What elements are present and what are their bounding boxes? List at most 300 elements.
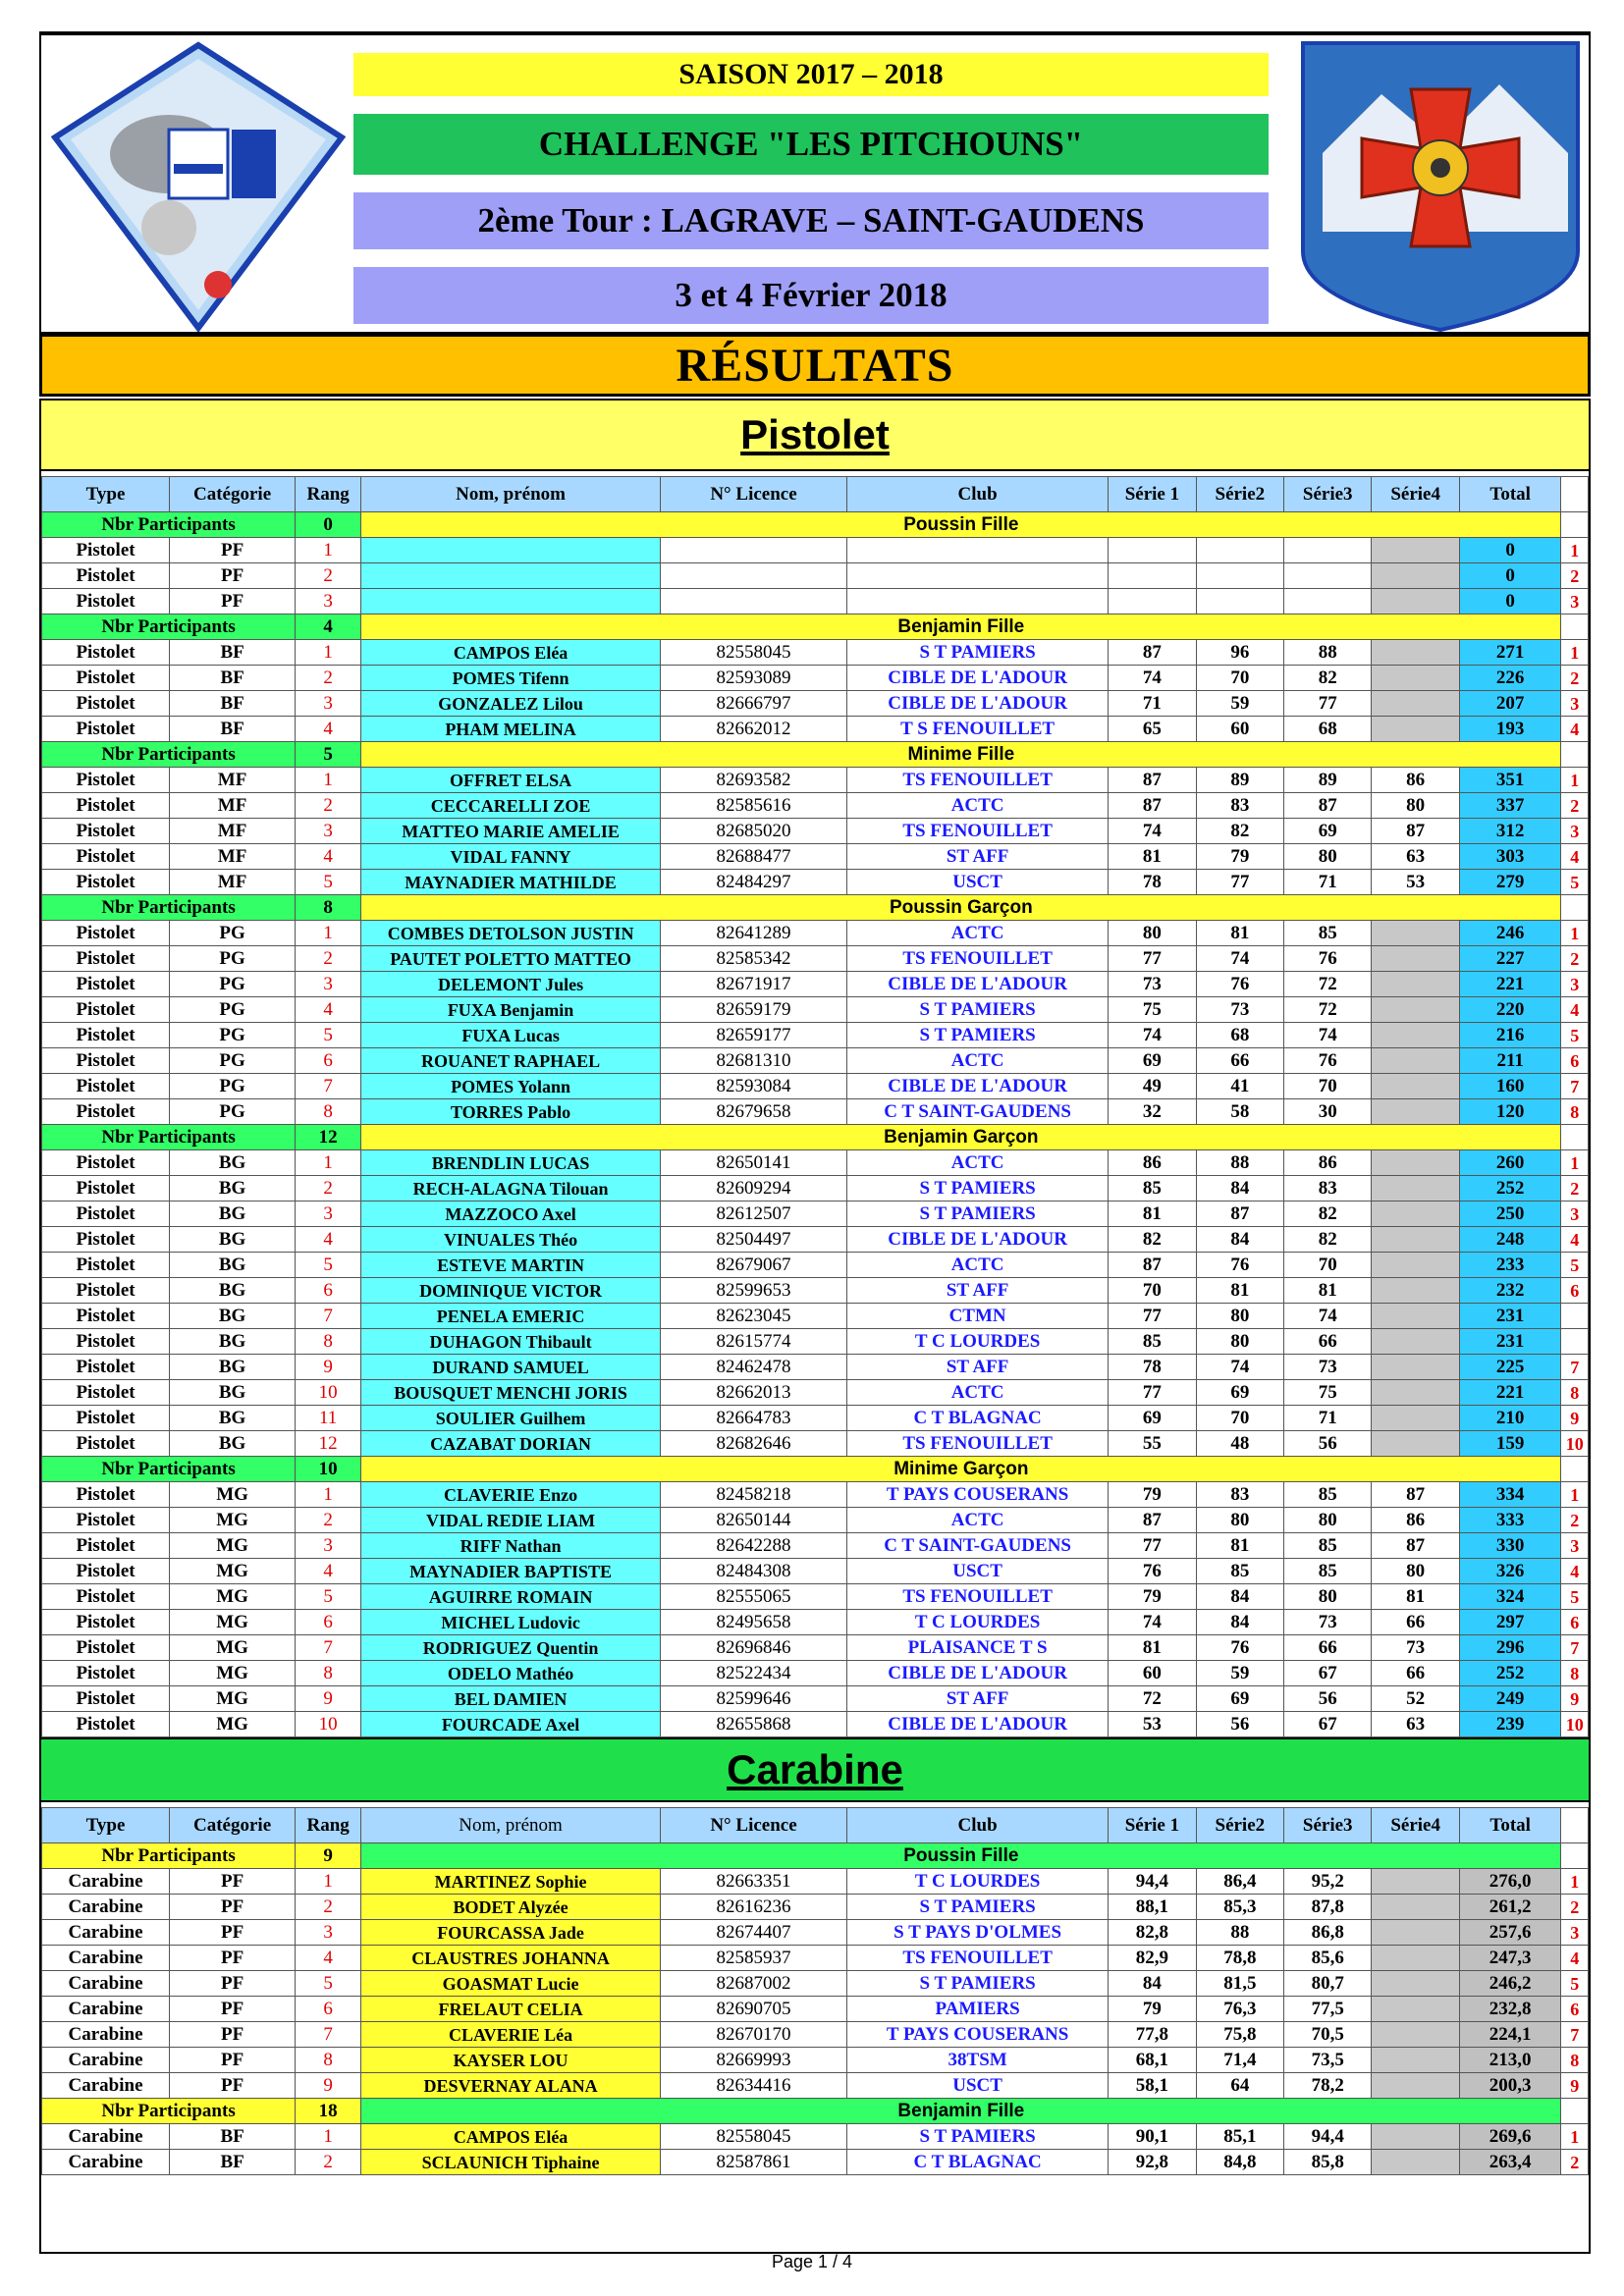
table-row [42, 563, 1589, 589]
serie4-cell [1372, 972, 1459, 997]
name-cell: SCLAUNICH Tiphaine [361, 2150, 661, 2175]
club-cell: ACTC [847, 1380, 1109, 1406]
category-name: Benjamin Garçon [361, 1125, 1561, 1150]
category-cell: PG [170, 1074, 296, 1099]
name-cell: VINUALES Théo [361, 1227, 661, 1253]
licence-cell: 82663351 [660, 1869, 846, 1895]
total-cell: 279 [1459, 870, 1561, 895]
name-cell: TORRES Pablo [361, 1099, 661, 1125]
name-cell: RECH-ALAGNA Tilouan [361, 1176, 661, 1201]
table-row [42, 1227, 1589, 1253]
type-cell: Carabine [42, 2073, 170, 2099]
rank-cell: 1 [296, 1869, 361, 1895]
serie3-cell: 87,8 [1284, 1895, 1372, 1920]
column-header: Nom, prénom [361, 1808, 661, 1843]
club-cell: S T PAMIERS [847, 997, 1109, 1023]
club-cell: S T PAMIERS [847, 1895, 1109, 1920]
total-cell: 248 [1459, 1227, 1561, 1253]
serie4-cell [1372, 2124, 1459, 2150]
rank-cell: 5 [296, 1971, 361, 1997]
table-row [42, 1559, 1589, 1584]
serie3-cell: 76 [1284, 1048, 1372, 1074]
name-cell: BOUSQUET MENCHI JORIS [361, 1380, 661, 1406]
serie3-cell: 85,6 [1284, 1946, 1372, 1971]
category-pad [1561, 2099, 1589, 2124]
rank-cell: 8 [296, 1099, 361, 1125]
serie1-cell: 87 [1109, 1508, 1196, 1533]
type-cell: Carabine [42, 2150, 170, 2175]
place-cell: 8 [1561, 2048, 1589, 2073]
serie1-cell: 65 [1109, 717, 1196, 742]
serie1-cell: 82,9 [1109, 1946, 1196, 1971]
serie1-cell: 72 [1109, 1686, 1196, 1712]
serie4-cell [1372, 1227, 1459, 1253]
serie2-cell: 88 [1196, 1150, 1283, 1176]
club-cell: S T PAMIERS [847, 1971, 1109, 1997]
type-cell: Carabine [42, 1971, 170, 1997]
rank-cell: 9 [296, 1686, 361, 1712]
name-cell [361, 563, 661, 589]
total-cell: 333 [1459, 1508, 1561, 1533]
place-cell: 5 [1561, 1971, 1589, 1997]
type-cell: Pistolet [42, 1048, 170, 1074]
table-row [42, 870, 1589, 895]
column-header: Série4 [1372, 1808, 1459, 1843]
name-cell: GOASMAT Lucie [361, 1971, 661, 1997]
serie3-cell: 83 [1284, 1176, 1372, 1201]
rank-cell: 6 [296, 1610, 361, 1635]
table-row [42, 972, 1589, 997]
rank-cell: 3 [296, 1533, 361, 1559]
table-row [42, 1074, 1589, 1099]
total-cell: 226 [1459, 666, 1561, 691]
licence-cell: 82674407 [660, 1920, 846, 1946]
serie2-cell: 58 [1196, 1099, 1283, 1125]
licence-cell: 82690705 [660, 1997, 846, 2022]
name-cell: DURAND SAMUEL [361, 1355, 661, 1380]
place-cell: 7 [1561, 1074, 1589, 1099]
name-cell: MAYNADIER MATHILDE [361, 870, 661, 895]
column-header: Type [42, 1808, 170, 1843]
club-cell: S T PAYS D'OLMES [847, 1920, 1109, 1946]
licence-cell: 82504497 [660, 1227, 846, 1253]
serie3-cell: 30 [1284, 1099, 1372, 1125]
place-cell: 10 [1561, 1712, 1589, 1737]
serie1-cell: 76 [1109, 1559, 1196, 1584]
type-cell: Pistolet [42, 1584, 170, 1610]
table-row [42, 946, 1589, 972]
serie4-cell [1372, 1253, 1459, 1278]
licence-cell: 82650141 [660, 1150, 846, 1176]
table-row [42, 1635, 1589, 1661]
name-cell: MAZZOCO Axel [361, 1201, 661, 1227]
licence-cell: 82682646 [660, 1431, 846, 1457]
serie1-cell: 87 [1109, 640, 1196, 666]
serie4-cell [1372, 538, 1459, 563]
place-cell: 2 [1561, 563, 1589, 589]
table-row [42, 1253, 1589, 1278]
category-cell: MG [170, 1559, 296, 1584]
club-de-tir-saint-gaudens-logo-icon [1293, 35, 1588, 335]
total-cell: 257,6 [1459, 1920, 1561, 1946]
serie2-cell: 70 [1196, 1406, 1283, 1431]
serie2-cell: 76 [1196, 1253, 1283, 1278]
serie1-cell: 68,1 [1109, 2048, 1196, 2073]
participants-label: Nbr Participants [42, 614, 296, 640]
serie4-cell [1372, 1946, 1459, 1971]
name-cell: FUXA Benjamin [361, 997, 661, 1023]
rank-cell: 4 [296, 1227, 361, 1253]
place-cell: 3 [1561, 1533, 1589, 1559]
rank-cell: 1 [296, 768, 361, 793]
category-group-row [42, 614, 1589, 640]
place-cell: 4 [1561, 1946, 1589, 1971]
serie3-cell: 86,8 [1284, 1920, 1372, 1946]
serie1-cell: 90,1 [1109, 2124, 1196, 2150]
category-group-row [42, 1457, 1589, 1482]
total-cell: 224,1 [1459, 2022, 1561, 2048]
serie1-cell: 78 [1109, 1355, 1196, 1380]
rank-cell: 10 [296, 1380, 361, 1406]
club-cell: ACTC [847, 921, 1109, 946]
table-row [42, 1431, 1589, 1457]
type-cell: Pistolet [42, 1329, 170, 1355]
table-header-row [42, 1808, 1589, 1843]
rank-cell: 7 [296, 2022, 361, 2048]
place-cell: 2 [1561, 946, 1589, 972]
total-cell: 296 [1459, 1635, 1561, 1661]
category-cell: PF [170, 2048, 296, 2073]
type-cell: Pistolet [42, 870, 170, 895]
licence-cell: 82662012 [660, 717, 846, 742]
category-cell: PG [170, 972, 296, 997]
licence-cell: 82679658 [660, 1099, 846, 1125]
type-cell: Pistolet [42, 1380, 170, 1406]
serie4-cell [1372, 921, 1459, 946]
club-cell [847, 563, 1109, 589]
club-cell: ST AFF [847, 1355, 1109, 1380]
column-header: N° Licence [660, 1808, 846, 1843]
serie4-cell [1372, 1304, 1459, 1329]
total-cell: 210 [1459, 1406, 1561, 1431]
club-cell: ACTC [847, 1048, 1109, 1074]
rank-cell: 1 [296, 2124, 361, 2150]
club-cell: TS FENOUILLET [847, 1584, 1109, 1610]
column-header: Série 1 [1109, 1808, 1196, 1843]
serie4-cell: 87 [1372, 1533, 1459, 1559]
serie1-cell: 58,1 [1109, 2073, 1196, 2099]
type-cell: Pistolet [42, 972, 170, 997]
rank-cell: 4 [296, 717, 361, 742]
club-cell: C T BLAGNAC [847, 2150, 1109, 2175]
serie2-cell: 86,4 [1196, 1869, 1283, 1895]
name-cell: RIFF Nathan [361, 1533, 661, 1559]
type-cell: Pistolet [42, 1686, 170, 1712]
serie2-cell: 66 [1196, 1048, 1283, 1074]
serie3-cell: 80,7 [1284, 1971, 1372, 1997]
licence-cell: 82484297 [660, 870, 846, 895]
type-cell: Pistolet [42, 793, 170, 819]
club-cell: CIBLE DE L'ADOUR [847, 1227, 1109, 1253]
category-cell: MG [170, 1508, 296, 1533]
serie3-cell: 70 [1284, 1074, 1372, 1099]
category-cell: MF [170, 768, 296, 793]
serie1-cell: 82,8 [1109, 1920, 1196, 1946]
name-cell: SOULIER Guilhem [361, 1406, 661, 1431]
serie4-cell [1372, 2150, 1459, 2175]
serie3-cell: 66 [1284, 1329, 1372, 1355]
serie1-cell: 86 [1109, 1150, 1196, 1176]
serie1-cell: 69 [1109, 1048, 1196, 1074]
total-cell: 324 [1459, 1584, 1561, 1610]
type-cell: Pistolet [42, 1661, 170, 1686]
total-cell: 337 [1459, 793, 1561, 819]
serie3-cell: 77,5 [1284, 1997, 1372, 2022]
place-cell: 4 [1561, 997, 1589, 1023]
rank-cell: 2 [296, 666, 361, 691]
place-cell: 1 [1561, 1869, 1589, 1895]
results-title: RÉSULTATS [39, 334, 1591, 397]
serie4-cell [1372, 1201, 1459, 1227]
rank-cell: 3 [296, 589, 361, 614]
category-cell: PF [170, 538, 296, 563]
licence-cell: 82458218 [660, 1482, 846, 1508]
place-cell: 2 [1561, 1895, 1589, 1920]
column-header: Rang [296, 477, 361, 512]
serie3-cell: 81 [1284, 1278, 1372, 1304]
type-cell: Pistolet [42, 640, 170, 666]
serie1-cell: 77 [1109, 946, 1196, 972]
category-name: Poussin Fille [361, 512, 1561, 538]
rank-cell: 5 [296, 1253, 361, 1278]
participants-label: Nbr Participants [42, 1457, 296, 1482]
licence-cell: 82666797 [660, 691, 846, 717]
serie1-cell: 79 [1109, 1584, 1196, 1610]
place-cell: 9 [1561, 1686, 1589, 1712]
serie1-cell: 74 [1109, 666, 1196, 691]
club-cell: CIBLE DE L'ADOUR [847, 691, 1109, 717]
serie3-cell: 80 [1284, 1584, 1372, 1610]
licence-cell: 82655868 [660, 1712, 846, 1737]
serie2-cell: 74 [1196, 1355, 1283, 1380]
type-cell: Pistolet [42, 768, 170, 793]
results-table-pistolet [41, 476, 1589, 1737]
serie4-cell: 52 [1372, 1686, 1459, 1712]
serie4-cell [1372, 1355, 1459, 1380]
serie2-cell [1196, 563, 1283, 589]
rank-cell: 5 [296, 1023, 361, 1048]
club-cell: TS FENOUILLET [847, 1431, 1109, 1457]
name-cell: PAUTET POLETTO MATTEO [361, 946, 661, 972]
category-group-row [42, 1125, 1589, 1150]
serie1-cell: 87 [1109, 1253, 1196, 1278]
type-cell: Pistolet [42, 1304, 170, 1329]
table-row [42, 589, 1589, 614]
participants-count: 5 [296, 742, 361, 768]
serie3-cell: 67 [1284, 1712, 1372, 1737]
serie4-cell [1372, 2073, 1459, 2099]
table-row [42, 1895, 1589, 1920]
name-cell: FRELAUT CELIA [361, 1997, 661, 2022]
table-row [42, 1946, 1589, 1971]
serie4-cell [1372, 1176, 1459, 1201]
place-cell: 2 [1561, 2150, 1589, 2175]
type-cell: Pistolet [42, 1355, 170, 1380]
total-cell: 297 [1459, 1610, 1561, 1635]
club-cell: S T PAMIERS [847, 1023, 1109, 1048]
serie1-cell: 53 [1109, 1712, 1196, 1737]
serie3-cell: 70,5 [1284, 2022, 1372, 2048]
serie4-cell [1372, 1406, 1459, 1431]
name-cell [361, 538, 661, 563]
name-cell: MAYNADIER BAPTISTE [361, 1559, 661, 1584]
category-cell: MG [170, 1712, 296, 1737]
licence-cell: 82623045 [660, 1304, 846, 1329]
rank-cell: 3 [296, 1201, 361, 1227]
licence-cell: 82679067 [660, 1253, 846, 1278]
serie3-cell: 56 [1284, 1686, 1372, 1712]
club-cell: USCT [847, 2073, 1109, 2099]
table-row [42, 1329, 1589, 1355]
category-cell: PF [170, 563, 296, 589]
licence-cell: 82593084 [660, 1074, 846, 1099]
serie3-cell: 71 [1284, 870, 1372, 895]
place-cell: 7 [1561, 1635, 1589, 1661]
header [39, 31, 1591, 334]
place-cell: 4 [1561, 1559, 1589, 1584]
serie3-cell: 68 [1284, 717, 1372, 742]
category-cell: BG [170, 1253, 296, 1278]
participants-count: 9 [296, 1843, 361, 1869]
name-cell: PENELA EMERIC [361, 1304, 661, 1329]
licence-cell [660, 538, 846, 563]
place-cell: 8 [1561, 1099, 1589, 1125]
name-cell: POMES Yolann [361, 1074, 661, 1099]
category-cell: BG [170, 1227, 296, 1253]
name-cell: PHAM MELINA [361, 717, 661, 742]
category-group-row [42, 2099, 1589, 2124]
place-cell: 7 [1561, 2022, 1589, 2048]
serie4-cell [1372, 666, 1459, 691]
rank-cell: 5 [296, 1584, 361, 1610]
total-cell: 252 [1459, 1661, 1561, 1686]
club-cell [847, 589, 1109, 614]
serie4-cell: 66 [1372, 1661, 1459, 1686]
table-row [42, 2150, 1589, 2175]
total-cell: 221 [1459, 1380, 1561, 1406]
category-pad [1561, 1843, 1589, 1869]
licence-cell: 82585616 [660, 793, 846, 819]
category-cell: BF [170, 666, 296, 691]
serie1-cell: 81 [1109, 1635, 1196, 1661]
serie4-cell: 63 [1372, 844, 1459, 870]
table-row [42, 1380, 1589, 1406]
name-cell: VIDAL FANNY [361, 844, 661, 870]
table-row [42, 1661, 1589, 1686]
table-row [42, 768, 1589, 793]
serie2-cell: 84 [1196, 1610, 1283, 1635]
column-header: Série2 [1196, 1808, 1283, 1843]
serie4-cell [1372, 1278, 1459, 1304]
category-pad [1561, 512, 1589, 538]
serie2-cell: 71,4 [1196, 2048, 1283, 2073]
total-cell: 193 [1459, 717, 1561, 742]
serie2-cell: 89 [1196, 768, 1283, 793]
table-row [42, 1997, 1589, 2022]
serie1-cell: 85 [1109, 1329, 1196, 1355]
club-cell: TS FENOUILLET [847, 819, 1109, 844]
licence-cell: 82681310 [660, 1048, 846, 1074]
participants-label: Nbr Participants [42, 895, 296, 921]
licence-cell: 82555065 [660, 1584, 846, 1610]
rank-cell: 4 [296, 1946, 361, 1971]
serie3-cell: 72 [1284, 972, 1372, 997]
name-cell: FUXA Lucas [361, 1023, 661, 1048]
serie4-cell: 73 [1372, 1635, 1459, 1661]
type-cell: Pistolet [42, 1482, 170, 1508]
serie2-cell: 69 [1196, 1686, 1283, 1712]
category-cell: BG [170, 1278, 296, 1304]
serie4-cell [1372, 946, 1459, 972]
serie1-cell: 32 [1109, 1099, 1196, 1125]
serie1-cell: 78 [1109, 870, 1196, 895]
total-cell: 231 [1459, 1329, 1561, 1355]
serie4-cell [1372, 997, 1459, 1023]
club-cell: ST AFF [847, 844, 1109, 870]
serie3-cell: 95,2 [1284, 1869, 1372, 1895]
rank-cell: 10 [296, 1712, 361, 1737]
type-cell: Pistolet [42, 1227, 170, 1253]
licence-cell: 82612507 [660, 1201, 846, 1227]
name-cell: CLAVERIE Léa [361, 2022, 661, 2048]
table-row [42, 1920, 1589, 1946]
place-cell [1561, 1304, 1589, 1329]
serie2-cell: 84 [1196, 1584, 1283, 1610]
total-cell: 351 [1459, 768, 1561, 793]
type-cell: Pistolet [42, 1712, 170, 1737]
total-cell: 263,4 [1459, 2150, 1561, 2175]
club-cell: PAMIERS [847, 1997, 1109, 2022]
total-cell: 120 [1459, 1099, 1561, 1125]
name-cell: DOMINIQUE VICTOR [361, 1278, 661, 1304]
rank-cell: 4 [296, 844, 361, 870]
club-cell: ACTC [847, 793, 1109, 819]
place-cell: 5 [1561, 1023, 1589, 1048]
serie2-cell: 80 [1196, 1304, 1283, 1329]
licence-cell: 82696846 [660, 1635, 846, 1661]
rank-cell: 3 [296, 819, 361, 844]
table-row [42, 2048, 1589, 2073]
serie4-cell [1372, 1074, 1459, 1099]
serie3-cell: 67 [1284, 1661, 1372, 1686]
table-row [42, 1584, 1589, 1610]
table-row [42, 1406, 1589, 1431]
serie1-cell: 77 [1109, 1304, 1196, 1329]
category-cell: PF [170, 1946, 296, 1971]
type-cell: Carabine [42, 1946, 170, 1971]
column-header: Club [847, 477, 1109, 512]
rank-cell: 2 [296, 1508, 361, 1533]
table-row [42, 1304, 1589, 1329]
rank-cell: 6 [296, 1997, 361, 2022]
table-row [42, 666, 1589, 691]
type-cell: Pistolet [42, 538, 170, 563]
type-cell: Pistolet [42, 589, 170, 614]
category-cell: BG [170, 1431, 296, 1457]
category-cell: PG [170, 997, 296, 1023]
serie2-cell: 84 [1196, 1176, 1283, 1201]
serie2-cell: 78,8 [1196, 1946, 1283, 1971]
